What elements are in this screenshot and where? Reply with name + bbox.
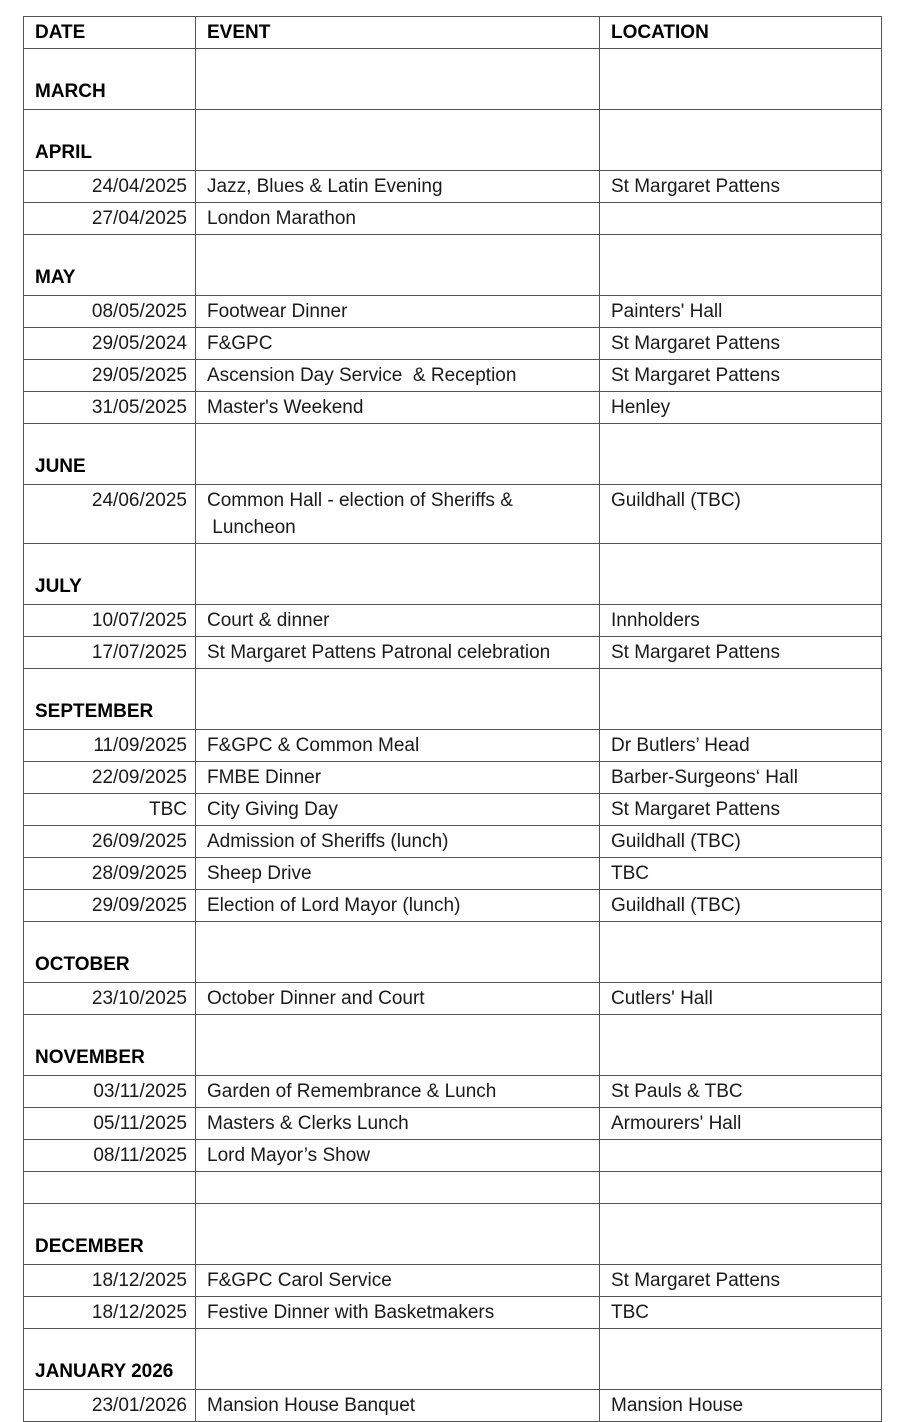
empty-location-cell [600, 922, 882, 983]
event-row [24, 730, 882, 762]
event-location: Armourers' Hall [600, 1108, 882, 1140]
month-label: JULY [24, 544, 196, 605]
month-section-row [24, 1204, 882, 1265]
event-name: St Margaret Pattens Patronal celebration [196, 637, 600, 669]
event-name: Footwear Dinner [196, 296, 600, 328]
event-name: Jazz, Blues & Latin Evening [196, 171, 600, 203]
event-row [24, 392, 882, 424]
event-location: Dr Butlers’ Head [600, 730, 882, 762]
empty-location-cell [600, 424, 882, 485]
month-section-row [24, 1015, 882, 1076]
month-label: JUNE [24, 424, 196, 485]
month-section-row [24, 922, 882, 983]
event-location: St Margaret Pattens [600, 1265, 882, 1297]
month-section-row [24, 544, 882, 605]
empty-location-cell [600, 49, 882, 110]
event-location: Painters' Hall [600, 296, 882, 328]
event-location: Barber-Surgeons‘ Hall [600, 762, 882, 794]
event-name: Lord Mayor’s Show [196, 1140, 600, 1172]
empty-location-cell [600, 235, 882, 296]
event-row [24, 1297, 882, 1329]
empty-event-cell [196, 1329, 600, 1390]
event-row [24, 1140, 882, 1172]
event-row [24, 1108, 882, 1140]
empty-date-cell [24, 1172, 196, 1204]
event-name: Election of Lord Mayor (lunch) [196, 890, 600, 922]
event-location [600, 1140, 882, 1172]
empty-event-cell [196, 49, 600, 110]
event-name: London Marathon [196, 203, 600, 235]
month-label: OCTOBER [24, 922, 196, 983]
empty-event-cell [196, 110, 600, 171]
event-name: City Giving Day [196, 794, 600, 826]
events-table [23, 16, 882, 1422]
event-location: Guildhall (TBC) [600, 890, 882, 922]
event-date: 26/09/2025 [24, 826, 196, 858]
event-date: 03/11/2025 [24, 1076, 196, 1108]
event-row [24, 762, 882, 794]
event-location [600, 203, 882, 235]
event-date: 11/09/2025 [24, 730, 196, 762]
event-row [24, 890, 882, 922]
event-name: Sheep Drive [196, 858, 600, 890]
event-date: TBC [24, 794, 196, 826]
event-date: 29/05/2024 [24, 328, 196, 360]
event-column-header: EVENT [196, 17, 600, 49]
event-date: 28/09/2025 [24, 858, 196, 890]
event-date: 27/04/2025 [24, 203, 196, 235]
event-name: Master's Weekend [196, 392, 600, 424]
month-label: MAY [24, 235, 196, 296]
event-row [24, 171, 882, 203]
event-name: F&GPC & Common Meal [196, 730, 600, 762]
event-row [24, 1390, 882, 1422]
empty-event-cell [196, 544, 600, 605]
event-name: Court & dinner [196, 605, 600, 637]
event-row [24, 203, 882, 235]
event-date: 22/09/2025 [24, 762, 196, 794]
empty-location-cell [600, 1172, 882, 1204]
month-label: DECEMBER [24, 1204, 196, 1265]
empty-event-cell [196, 1015, 600, 1076]
month-section-row [24, 49, 882, 110]
event-date: 17/07/2025 [24, 637, 196, 669]
event-date: 23/01/2026 [24, 1390, 196, 1422]
event-location: Cutlers' Hall [600, 983, 882, 1015]
event-name: F&GPC [196, 328, 600, 360]
event-date: 10/07/2025 [24, 605, 196, 637]
month-section-row [24, 669, 882, 730]
event-date: 08/05/2025 [24, 296, 196, 328]
header-row [24, 17, 882, 49]
empty-location-cell [600, 1015, 882, 1076]
empty-event-cell [196, 1172, 600, 1204]
event-name: Common Hall - election of Sheriffs & Luncheon [196, 485, 600, 544]
event-name: Admission of Sheriffs (lunch) [196, 826, 600, 858]
event-row [24, 328, 882, 360]
month-label: MARCH [24, 49, 196, 110]
empty-location-cell [600, 1329, 882, 1390]
event-row [24, 637, 882, 669]
month-label: SEPTEMBER [24, 669, 196, 730]
event-location: TBC [600, 858, 882, 890]
event-date: 31/05/2025 [24, 392, 196, 424]
event-row [24, 826, 882, 858]
empty-event-cell [196, 922, 600, 983]
event-row [24, 794, 882, 826]
month-label: NOVEMBER [24, 1015, 196, 1076]
event-name: October Dinner and Court [196, 983, 600, 1015]
event-date: 18/12/2025 [24, 1297, 196, 1329]
event-row [24, 296, 882, 328]
event-date: 29/05/2025 [24, 360, 196, 392]
event-location: Henley [600, 392, 882, 424]
event-location: Guildhall (TBC) [600, 826, 882, 858]
event-row [24, 1265, 882, 1297]
event-location: St Margaret Pattens [600, 328, 882, 360]
event-name: Garden of Remembrance & Lunch [196, 1076, 600, 1108]
event-location: Mansion House [600, 1390, 882, 1422]
event-name: Festive Dinner with Basketmakers [196, 1297, 600, 1329]
event-name: Mansion House Banquet [196, 1390, 600, 1422]
event-name: Masters & Clerks Lunch [196, 1108, 600, 1140]
event-location: St Margaret Pattens [600, 794, 882, 826]
event-row [24, 983, 882, 1015]
event-name: Ascension Day Service & Reception [196, 360, 600, 392]
month-section-row [24, 235, 882, 296]
event-row [24, 1076, 882, 1108]
event-row [24, 485, 882, 544]
event-row [24, 360, 882, 392]
empty-event-cell [196, 669, 600, 730]
event-location: Guildhall (TBC) [600, 485, 882, 544]
month-label: JANUARY 2026 [24, 1329, 196, 1390]
event-date: 23/10/2025 [24, 983, 196, 1015]
event-date: 24/04/2025 [24, 171, 196, 203]
empty-event-cell [196, 235, 600, 296]
event-row [24, 858, 882, 890]
event-date: 18/12/2025 [24, 1265, 196, 1297]
event-name: F&GPC Carol Service [196, 1265, 600, 1297]
events-table-body [24, 49, 882, 1422]
date-column-header: DATE [24, 17, 196, 49]
empty-event-cell [196, 1204, 600, 1265]
event-location: St Margaret Pattens [600, 360, 882, 392]
event-location: St Margaret Pattens [600, 171, 882, 203]
event-row [24, 605, 882, 637]
event-location: St Margaret Pattens [600, 637, 882, 669]
event-location: TBC [600, 1297, 882, 1329]
blank-row [24, 1172, 882, 1204]
month-section-row [24, 110, 882, 171]
event-date: 08/11/2025 [24, 1140, 196, 1172]
month-section-row [24, 1329, 882, 1390]
empty-location-cell [600, 669, 882, 730]
event-location: St Pauls & TBC [600, 1076, 882, 1108]
event-name: FMBE Dinner [196, 762, 600, 794]
month-label: APRIL [24, 110, 196, 171]
month-section-row [24, 424, 882, 485]
empty-location-cell [600, 110, 882, 171]
location-column-header: LOCATION [600, 17, 882, 49]
empty-location-cell [600, 544, 882, 605]
event-date: 24/06/2025 [24, 485, 196, 544]
event-location: Innholders [600, 605, 882, 637]
empty-event-cell [196, 424, 600, 485]
event-date: 05/11/2025 [24, 1108, 196, 1140]
event-date: 29/09/2025 [24, 890, 196, 922]
empty-location-cell [600, 1204, 882, 1265]
